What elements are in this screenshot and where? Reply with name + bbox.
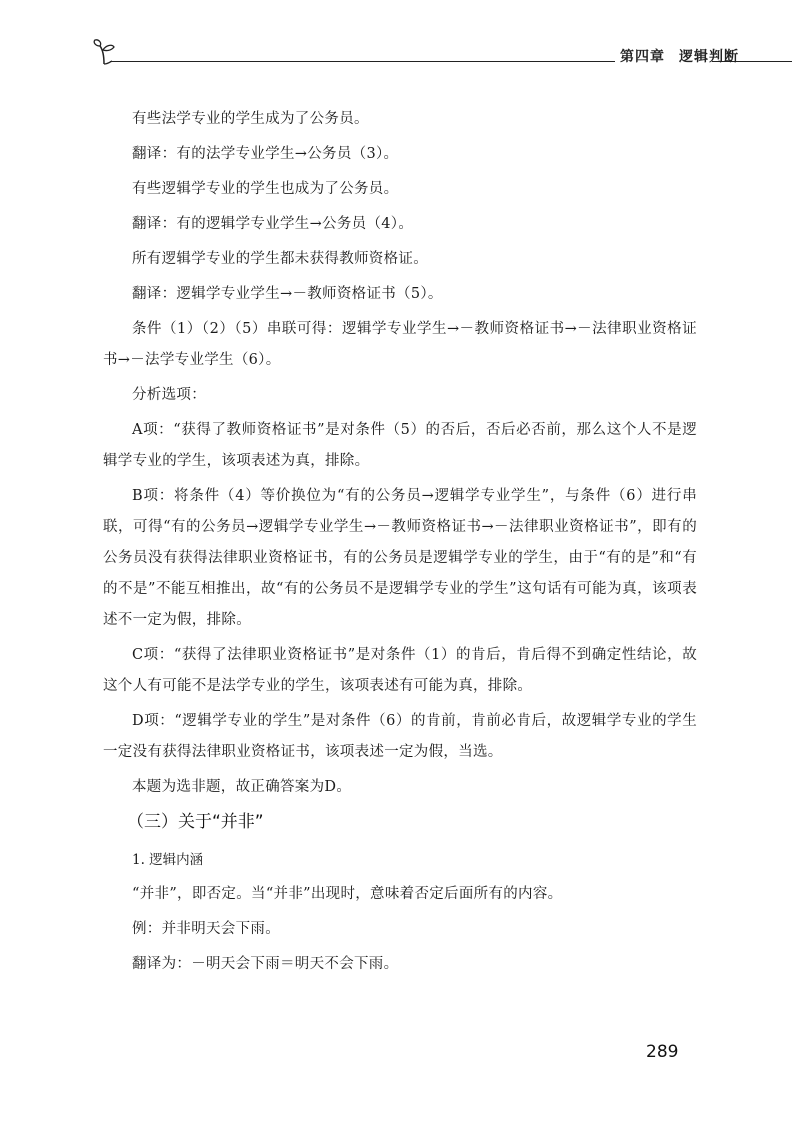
page-body (103, 104, 697, 984)
paragraph: 分析选项： (132, 387, 206, 403)
subheading: 1. 逻辑内涵 (132, 852, 204, 868)
paragraph: 翻译为：－明天会下雨＝明天不会下雨。 (132, 956, 399, 972)
header-rule-right (712, 61, 792, 62)
paragraph: 条件（1）（2）（5）串联可得：逻辑学专业学生→－教师资格证书→－法律职业资格证书→－法学专业学生（6）。 (103, 321, 697, 368)
paragraph: 有些逻辑学专业的学生也成为了公务员。 (132, 181, 399, 197)
paragraph: 翻译：逻辑学专业学生→－教师资格证书（5）。 (132, 286, 443, 302)
chapter-title: 逻辑判断 (679, 49, 739, 65)
paragraph: 翻译：有的逻辑学专业学生→公务员（4）。 (132, 216, 414, 232)
answer-paragraph: 本题为选非题，故正确答案为D。 (132, 779, 352, 795)
page-header (92, 38, 792, 68)
header-rule-left (110, 61, 615, 62)
chapter-number: 第四章 (620, 49, 665, 65)
option-a-analysis: A项：“获得了教师资格证书”是对条件（5）的否后，否后必否前，那么这个人不是逻辑学专业的学生，该项表述为真，排除。 (103, 422, 697, 469)
page-number: 289 (646, 1042, 679, 1062)
option-d-analysis: D项：“逻辑学专业的学生”是对条件（6）的肯前，肯前必肯后，故逻辑学专业的学生一定没有获得法律职业资格证书，该项表述一定为假，当选。 (103, 713, 697, 760)
paragraph: 翻译：有的法学专业学生→公务员（3）。 (132, 146, 399, 162)
paragraph: 有些法学专业的学生成为了公务员。 (132, 111, 369, 127)
section-title: （三）关于“并非” (127, 812, 264, 832)
chapter-heading (620, 46, 739, 66)
paragraph: “并非”，即否定。当“并非”出现时，意味着否定后面所有的内容。 (132, 886, 563, 902)
option-c-analysis: C项：“获得了法律职业资格证书”是对条件（1）的肯后，肯后得不到确定性结论，故这个人有可能不是法学专业的学生，该项表述有可能为真，排除。 (103, 647, 697, 694)
sprout-icon (92, 38, 122, 68)
option-b-analysis: B项：将条件（4）等价换位为“有的公务员→逻辑学专业学生”，与条件（6）进行串联，可得“有的公务员→逻辑学专业学生→－教师资格证书→－法律职业资格证书”，即有的公务员没有获得法律职业资格证书，有的公务员是逻辑学专业的学生，由于“有的是”和“有的不是”不能互相推出，故“有的公务员不是逻辑学专业的学生”这句话有可能为真，该项表述不一定为假，排除。 (103, 488, 697, 628)
paragraph: 例：并非明天会下雨。 (132, 921, 280, 937)
paragraph: 所有逻辑学专业的学生都未获得教师资格证。 (132, 251, 428, 267)
